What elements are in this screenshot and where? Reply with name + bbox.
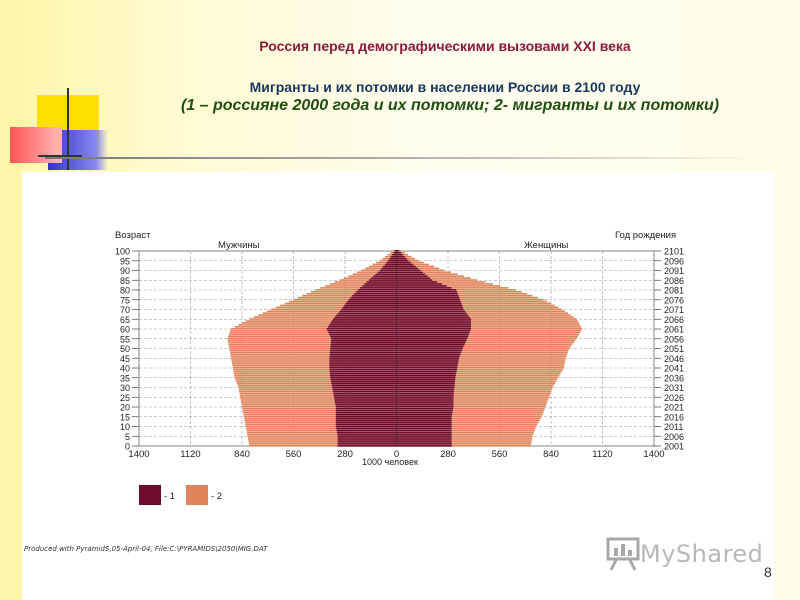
bar-women-native xyxy=(397,342,466,344)
bar-men-native xyxy=(349,299,397,301)
bar-women-native xyxy=(397,285,447,287)
bar-women-native xyxy=(397,309,464,311)
bar-men-native xyxy=(333,392,396,394)
bar-women-native xyxy=(397,381,455,383)
x-tick-label: 840 xyxy=(234,449,250,460)
bar-men-native xyxy=(336,406,397,408)
bar-women-native xyxy=(397,422,452,424)
bar-men-native xyxy=(330,349,396,351)
birth-year-tick-label: 2046 xyxy=(664,353,685,364)
bar-men-native xyxy=(385,264,397,266)
slide-subtitle: Мигранты и их потомки в населении России в 2100 году xyxy=(249,79,641,95)
bar-men-native xyxy=(382,268,397,270)
bar-men-native xyxy=(387,262,397,264)
bar-men-native xyxy=(358,289,397,291)
logo-text: MyShared xyxy=(640,540,764,568)
bar-men-native xyxy=(332,388,396,390)
bar-men-native xyxy=(390,258,397,260)
bar-women-native xyxy=(397,330,471,332)
bar-women-native xyxy=(397,283,442,285)
bar-women-native xyxy=(397,314,469,316)
age-tick-label: 20 xyxy=(119,402,130,413)
bar-women-native xyxy=(397,439,452,441)
bar-men-native xyxy=(332,385,397,387)
bar-men-native xyxy=(331,381,396,383)
bar-men-native xyxy=(336,412,397,414)
chart-panel xyxy=(22,172,774,600)
bar-men-native xyxy=(335,316,397,318)
bar-women-native xyxy=(397,361,459,363)
birth-year-tick-label: 2051 xyxy=(664,344,685,354)
bar-women-native xyxy=(397,445,452,447)
bar-women-native xyxy=(397,318,471,320)
bar-women-native xyxy=(397,402,454,404)
bar-women-native xyxy=(397,254,403,256)
presentation-icon xyxy=(606,536,640,572)
bar-men-native xyxy=(335,400,397,402)
legend-swatch-1 xyxy=(139,485,161,505)
bar-men-native xyxy=(331,338,396,340)
bar-women-native xyxy=(397,326,471,328)
bar-women-native xyxy=(397,266,416,268)
bar-men-native xyxy=(329,359,396,361)
bar-women-native xyxy=(397,404,454,406)
bar-women-native xyxy=(397,388,455,390)
bar-men-native xyxy=(328,332,396,334)
bar-women-native xyxy=(397,437,452,439)
bar-women-native xyxy=(397,303,462,305)
bar-women-native xyxy=(397,377,456,379)
bar-women-native xyxy=(397,431,452,433)
birth-year-tick-label: 2071 xyxy=(664,305,685,315)
bar-men-native xyxy=(330,369,397,371)
age-tick-label: 30 xyxy=(119,383,130,393)
bar-women-native xyxy=(397,379,456,381)
bar-women-native xyxy=(397,394,454,396)
birth-year-tick-label: 2041 xyxy=(664,363,685,374)
x-tick-label: 0 xyxy=(393,449,400,460)
bar-women-native xyxy=(397,338,468,340)
birth-year-tick-label: 2081 xyxy=(664,285,685,296)
bar-men-native xyxy=(347,301,396,303)
age-tick-label: 0 xyxy=(124,441,130,452)
x-unit-label: 1000 человек xyxy=(362,457,418,467)
x-tick-label: 280 xyxy=(440,449,456,460)
x-tick-label: 1400 xyxy=(128,449,150,460)
bar-men-native xyxy=(336,424,397,426)
bar-men-native xyxy=(367,281,397,283)
bar-men-native xyxy=(328,330,397,332)
bar-men-native xyxy=(330,355,397,357)
bar-women-native xyxy=(397,441,452,443)
x-tick-label: 560 xyxy=(491,449,508,460)
bar-men-native xyxy=(329,334,396,336)
bar-men-native xyxy=(332,320,397,322)
age-tick-label: 65 xyxy=(119,314,130,325)
bar-women-native xyxy=(397,258,407,260)
bar-women-native xyxy=(397,322,471,324)
birth-year-tick-label: 2031 xyxy=(664,383,685,393)
bar-women-native xyxy=(397,310,466,312)
page-number: 8 xyxy=(764,564,772,580)
bar-women-native xyxy=(397,427,452,429)
age-tick-label: 25 xyxy=(119,392,130,403)
bar-men-native xyxy=(380,270,397,272)
birth-year-tick-label: 2036 xyxy=(664,373,685,384)
bar-women-native xyxy=(397,390,455,392)
bar-women-native xyxy=(397,424,452,426)
bar-men-native xyxy=(331,342,397,344)
bar-women-native xyxy=(397,299,460,301)
bar-women-native xyxy=(397,416,452,418)
bar-men-native xyxy=(346,303,397,305)
slide-caption: (1 – россияне 2000 года и их потомки; 2- мигранты и их потомки) xyxy=(180,97,720,114)
bar-men-native xyxy=(331,379,397,381)
bar-men-native xyxy=(340,310,397,312)
x-tick-label: 1120 xyxy=(180,449,201,460)
birth-year-tick-label: 2006 xyxy=(664,431,685,442)
bar-women-native xyxy=(397,353,461,355)
bar-men-native xyxy=(330,373,397,375)
bar-men-native xyxy=(391,256,397,258)
slide-title: Россия перед демографическими вызовами XXI века xyxy=(259,38,631,54)
age-tick-label: 55 xyxy=(119,334,130,345)
bar-men-native xyxy=(336,408,397,410)
bar-men-native xyxy=(369,279,397,281)
bar-women-native xyxy=(397,408,454,410)
bar-men-native xyxy=(383,266,396,268)
bar-men-native xyxy=(336,422,397,424)
bar-women-native xyxy=(397,250,400,252)
birth-year-tick-label: 2026 xyxy=(664,392,685,403)
bar-women-native xyxy=(397,348,463,350)
bar-women-native xyxy=(397,435,452,437)
birth-year-tick-label: 2096 xyxy=(664,256,685,267)
bar-women-native xyxy=(397,433,452,435)
bar-women-native xyxy=(397,281,438,283)
legend-swatch-2 xyxy=(186,485,208,505)
bar-women-native xyxy=(397,346,464,348)
bar-men-native xyxy=(343,307,397,309)
bar-women-native xyxy=(397,375,456,377)
bar-men-native xyxy=(344,305,396,307)
age-tick-label: 75 xyxy=(119,295,130,306)
bar-women-native xyxy=(397,289,457,291)
x-tick-label: 1120 xyxy=(592,449,613,460)
bar-men-native xyxy=(338,312,396,314)
bar-men-native xyxy=(330,348,396,350)
bar-men-native xyxy=(331,340,396,342)
bar-women-native xyxy=(397,369,457,371)
bar-men-native xyxy=(392,254,396,256)
bar-men-native xyxy=(337,431,397,433)
bar-men-native xyxy=(330,353,397,355)
bar-women-native xyxy=(397,332,470,334)
bar-women-native xyxy=(397,297,460,299)
birth-year-axis-label: Год рождения xyxy=(615,230,677,241)
bar-men-native xyxy=(351,297,397,299)
bar-men-native xyxy=(334,396,397,398)
bar-men-native xyxy=(393,252,396,254)
bar-women-native xyxy=(397,320,471,322)
bar-women-native xyxy=(397,291,458,293)
bar-men-native xyxy=(356,291,396,293)
bar-men-native xyxy=(338,445,397,447)
age-tick-label: 60 xyxy=(119,324,130,335)
age-tick-label: 50 xyxy=(119,344,130,354)
plot-area xyxy=(115,247,684,461)
bar-women-native xyxy=(397,307,463,309)
bar-women-native xyxy=(397,392,454,394)
bar-women-native xyxy=(397,414,453,416)
bar-men-native xyxy=(362,285,396,287)
bar-women-native xyxy=(397,357,460,359)
age-tick-label: 35 xyxy=(119,373,130,384)
bar-women-native xyxy=(397,410,453,412)
bar-men-native xyxy=(337,429,397,431)
bar-men-native xyxy=(332,387,396,389)
birth-year-tick-label: 2086 xyxy=(664,275,685,286)
bar-men-native xyxy=(336,416,397,418)
bar-women-native xyxy=(397,373,457,375)
age-tick-label: 95 xyxy=(119,256,130,267)
bar-women-native xyxy=(397,268,419,270)
legend-label-1: - 1 xyxy=(164,491,176,502)
bar-men-native xyxy=(328,326,397,328)
x-tick-label: 840 xyxy=(543,449,559,460)
bar-women-native xyxy=(397,398,454,400)
bar-men-native xyxy=(338,441,397,443)
bar-men-native xyxy=(329,324,396,326)
birth-year-tick-label: 2091 xyxy=(664,266,685,276)
bar-men-native xyxy=(336,414,397,416)
bar-men-native xyxy=(329,365,396,367)
bar-men-native xyxy=(373,275,396,277)
birth-year-tick-label: 2101 xyxy=(664,246,685,257)
bar-men-native xyxy=(371,277,396,279)
bar-men-native xyxy=(336,410,397,412)
bar-women-native xyxy=(397,262,411,264)
bar-women-native xyxy=(397,349,462,351)
bar-men-native xyxy=(330,346,396,348)
bar-women-native xyxy=(397,367,458,369)
bar-women-native xyxy=(397,334,469,336)
bar-men-native xyxy=(331,383,396,385)
bar-women-native xyxy=(397,355,460,357)
bar-women-native xyxy=(397,271,423,273)
bar-women-native xyxy=(397,340,467,342)
bar-women-native xyxy=(397,312,467,314)
age-tick-label: 45 xyxy=(119,353,130,364)
bar-men-native xyxy=(330,322,396,324)
bar-men-native xyxy=(341,309,396,311)
age-axis-label: Возраст xyxy=(115,230,151,241)
birth-year-tick-label: 2061 xyxy=(664,324,685,335)
bar-women-native xyxy=(397,383,455,385)
x-tick-label: 280 xyxy=(337,449,353,460)
bar-men-native xyxy=(329,357,396,359)
age-tick-label: 90 xyxy=(119,266,130,276)
bar-men-native xyxy=(338,435,397,437)
bar-men-native xyxy=(336,427,396,429)
bar-men-native xyxy=(334,394,397,396)
birth-year-tick-label: 2001 xyxy=(664,441,685,452)
birth-year-tick-label: 2056 xyxy=(664,334,685,345)
age-tick-label: 70 xyxy=(119,305,130,315)
x-tick-label: 1400 xyxy=(643,449,665,460)
bar-women-native xyxy=(397,316,470,318)
bar-women-native xyxy=(397,412,453,414)
bar-men-native xyxy=(364,283,396,285)
bar-women-native xyxy=(397,443,452,445)
birth-year-tick-label: 2021 xyxy=(664,402,685,413)
bar-men-native xyxy=(338,439,397,441)
bar-men-native xyxy=(330,336,396,338)
bar-women-native xyxy=(397,287,452,289)
bar-women-native xyxy=(397,305,463,307)
bar-men-native xyxy=(335,404,396,406)
bar-women-native xyxy=(397,420,452,422)
age-tick-label: 10 xyxy=(119,422,130,432)
birth-year-tick-label: 2066 xyxy=(664,314,685,325)
age-tick-label: 80 xyxy=(119,285,130,296)
bar-women-native xyxy=(397,429,452,431)
bar-women-native xyxy=(397,359,459,361)
bar-women-native xyxy=(397,256,405,258)
source-note: Produced with PyramidS,05-April-04, File:C:\PYRAMIDS\2050\MIG.DAT xyxy=(24,545,268,553)
bar-men-native xyxy=(354,293,396,295)
bar-women-native xyxy=(397,328,471,330)
bar-women-native xyxy=(397,344,465,346)
bar-men-native xyxy=(376,273,397,275)
bar-men-native xyxy=(329,361,396,363)
bar-women-native xyxy=(397,363,458,365)
bar-men-native xyxy=(335,402,396,404)
bar-men-native xyxy=(333,390,397,392)
bar-women-native xyxy=(397,270,421,272)
bar-men-native xyxy=(327,328,397,330)
bar-women-native xyxy=(397,273,426,275)
bar-women-native xyxy=(397,301,461,303)
bar-men-native xyxy=(330,377,396,379)
legend xyxy=(139,485,222,505)
bar-women-native xyxy=(397,264,414,266)
bar-men-native xyxy=(360,287,396,289)
bar-women-native xyxy=(397,400,454,402)
bar-men-native xyxy=(378,271,397,273)
bar-men-native xyxy=(334,398,396,400)
birth-year-tick-label: 2076 xyxy=(664,295,685,306)
bar-men-native xyxy=(388,260,396,262)
bar-women-native xyxy=(397,295,459,297)
bar-women-native xyxy=(397,260,409,262)
bar-men-native xyxy=(337,433,396,435)
age-tick-label: 5 xyxy=(124,431,130,442)
bar-women-native xyxy=(397,396,454,398)
bar-men-native xyxy=(330,375,396,377)
bar-men-native xyxy=(329,363,396,365)
bar-men-native xyxy=(336,418,397,420)
bar-men-native xyxy=(331,344,397,346)
bar-men-native xyxy=(330,351,397,353)
bar-women-native xyxy=(397,365,458,367)
bar-women-native xyxy=(397,279,433,281)
logo xyxy=(606,536,763,572)
bar-men-native xyxy=(336,426,397,428)
bar-men-native xyxy=(336,314,396,316)
bar-women-native xyxy=(397,252,402,254)
bar-women-native xyxy=(397,418,452,420)
bar-women-native xyxy=(397,371,457,373)
bar-men-native xyxy=(352,295,396,297)
women-label: Женщины xyxy=(524,240,569,251)
age-tick-label: 40 xyxy=(119,363,130,374)
legend-label-2: - 2 xyxy=(211,491,223,502)
age-tick-label: 85 xyxy=(119,275,130,286)
bar-men-native xyxy=(336,420,397,422)
bar-women-native xyxy=(397,426,452,428)
title-divider xyxy=(45,157,765,159)
bar-women-native xyxy=(397,277,430,279)
birth-year-tick-label: 2011 xyxy=(664,422,684,432)
bar-women-native xyxy=(397,324,471,326)
age-tick-label: 100 xyxy=(114,246,130,257)
bar-men-native xyxy=(330,371,397,373)
bar-men-native xyxy=(329,367,396,369)
bar-women-native xyxy=(397,385,455,387)
bar-men-native xyxy=(333,318,396,320)
bar-women-native xyxy=(397,406,454,408)
bar-women-native xyxy=(397,387,455,389)
bar-women-native xyxy=(397,293,458,295)
bar-men-native xyxy=(338,443,397,445)
bar-women-native xyxy=(397,275,428,277)
age-tick-label: 15 xyxy=(119,412,130,423)
bar-men-native xyxy=(338,437,397,439)
bar-women-native xyxy=(397,336,469,338)
x-tick-label: 560 xyxy=(285,449,302,460)
men-label: Мужчины xyxy=(218,240,260,251)
birth-year-tick-label: 2016 xyxy=(664,412,685,423)
bar-women-native xyxy=(397,351,462,353)
